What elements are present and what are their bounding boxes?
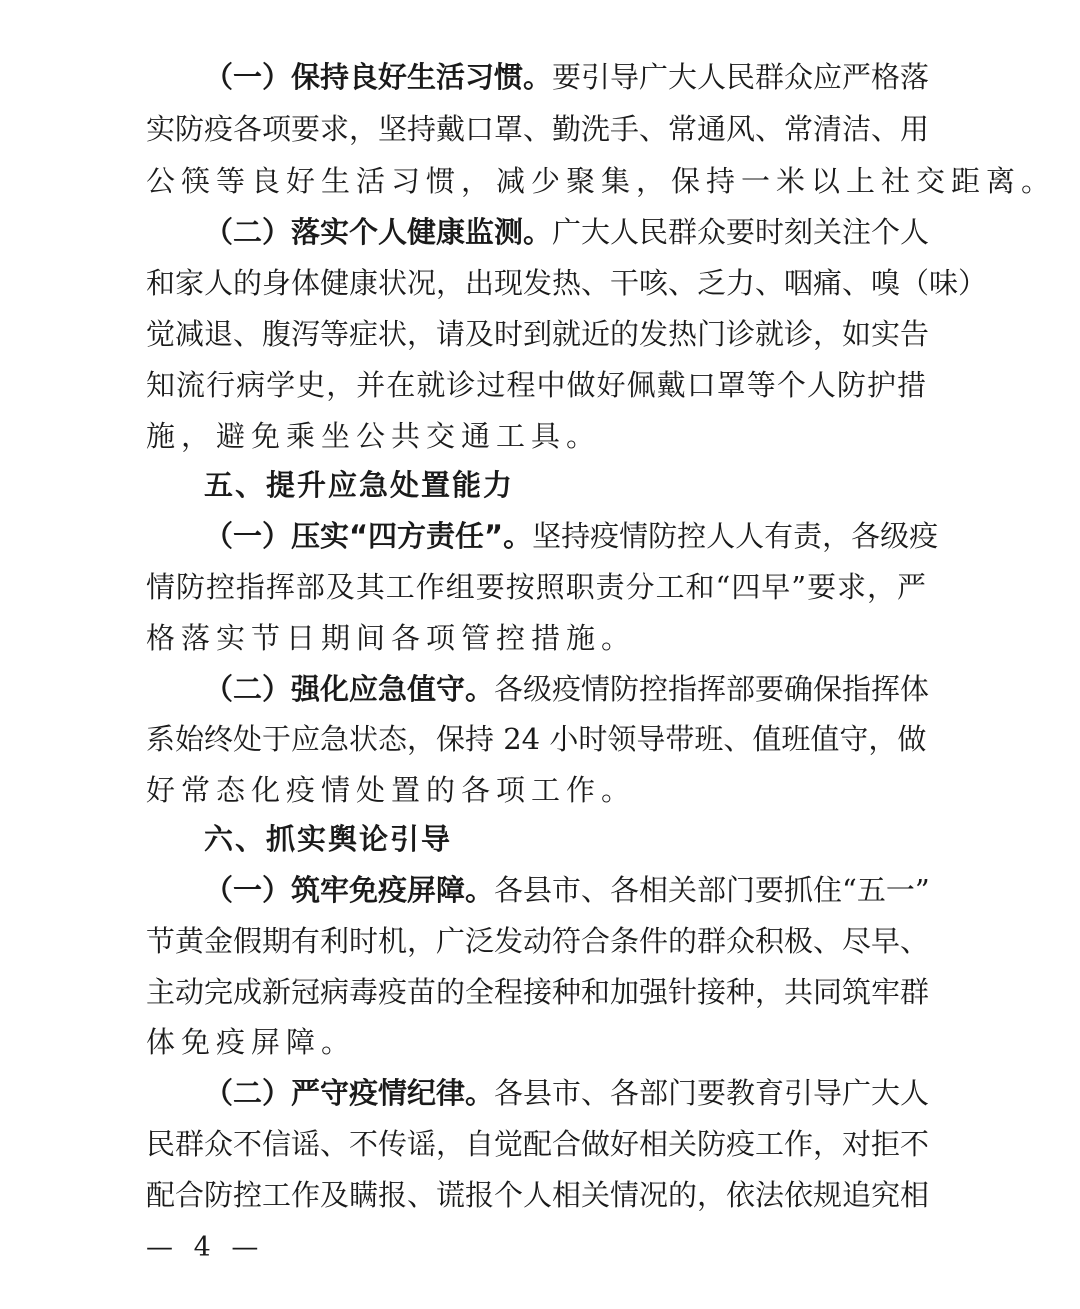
paragraph-line xyxy=(146,916,930,966)
paragraph-line xyxy=(146,1017,926,1067)
paragraph-line xyxy=(146,309,930,359)
paragraph-text: 节黄金假期有利时机，广泛发动符合条件的群众积极、尽早、 xyxy=(146,924,930,958)
paragraph-text: 实防疫各项要求，坚持戴口罩、勤洗手、常通风、常清洁、用 xyxy=(146,112,930,146)
page-number: — 4 — xyxy=(146,1232,265,1263)
paragraph-text: 好常态化疫情处置的各项工作。 xyxy=(146,773,637,807)
paragraph-line xyxy=(146,52,930,102)
paragraph-text: 格落实节日期间各项管控措施。 xyxy=(146,621,637,655)
paragraph-line xyxy=(146,411,926,461)
paragraph-text: 公筷等良好生活习惯，减少聚集，保持一米以上社交距离。 xyxy=(146,164,1057,198)
paragraph-lead: （二）落实个人健康监测。 xyxy=(204,215,553,249)
section-heading: 五、提升应急处置能力 xyxy=(204,468,515,502)
paragraph-line xyxy=(146,1170,930,1220)
paragraph-lead: （一）筑牢免疫屏障。 xyxy=(204,873,495,907)
paragraph-line xyxy=(146,765,926,815)
paragraph-lead: （一）压实“四方责任”。 xyxy=(204,519,533,553)
paragraph-text: 和家人的身体健康状况，出现发热、干咳、乏力、咽痛、嗅（味） xyxy=(146,266,988,300)
paragraph-text: 主动完成新冠病毒疫苗的全程接种和加强针接种，共同筑牢群 xyxy=(146,975,930,1009)
paragraph-line xyxy=(146,258,988,308)
paragraph-text: 施，避免乘坐公共交通工具。 xyxy=(146,419,602,453)
paragraph-text: 觉减退、腹泻等症状，请及时到就近的发热门诊就诊，如实告 xyxy=(146,317,930,351)
paragraph-line xyxy=(146,1119,930,1169)
paragraph-line xyxy=(146,865,930,915)
paragraph-line xyxy=(146,714,926,764)
paragraph-text: 配合防控工作及瞒报、谎报个人相关情况的，依法依规追究相 xyxy=(146,1178,930,1212)
paragraph-lead: （二）严守疫情纪律。 xyxy=(204,1076,495,1110)
paragraph-lead: （一）保持良好生活习惯。 xyxy=(204,60,553,94)
paragraph-line xyxy=(146,664,930,714)
paragraph-line xyxy=(146,156,1057,206)
paragraph-line xyxy=(146,104,930,154)
paragraph-line xyxy=(146,1068,930,1118)
paragraph-text: 各县市、各相关部门要抓住“五一” xyxy=(494,873,930,907)
paragraph-text: 知流行病学史，并在就诊过程中做好佩戴口罩等个人防护措 xyxy=(146,368,926,402)
paragraph-line xyxy=(146,613,926,663)
paragraph-text: 要引导广大人民群众应严格落 xyxy=(552,60,930,94)
paragraph-text: 广大人民群众要时刻关注个人 xyxy=(552,215,930,249)
paragraph-text: 坚持疫情防控人人有责，各级疫 xyxy=(532,519,939,553)
paragraph-line xyxy=(146,207,930,257)
paragraph-lead: （二）强化应急值守。 xyxy=(204,672,495,706)
paragraph-line xyxy=(146,360,926,410)
paragraph-text: 体免疫屏障。 xyxy=(146,1025,357,1059)
paragraph-line xyxy=(146,967,930,1017)
paragraph-line xyxy=(146,511,939,561)
paragraph-text: 民群众不信谣、不传谣，自觉配合做好相关防疫工作，对拒不 xyxy=(146,1127,930,1161)
paragraph-text: 各级疫情防控指挥部要确保指挥体 xyxy=(494,672,930,706)
section-heading: 六、抓实舆论引导 xyxy=(204,822,453,856)
paragraph-text: 情防控指挥部及其工作组要按照职责分工和“四早”要求，严 xyxy=(146,570,926,604)
paragraph-text: 各县市、各部门要教育引导广大人 xyxy=(494,1076,930,1110)
paragraph-text: 系始终处于应急状态，保持 24 小时领导带班、值班值守，做 xyxy=(146,722,927,756)
paragraph-line xyxy=(146,562,926,612)
